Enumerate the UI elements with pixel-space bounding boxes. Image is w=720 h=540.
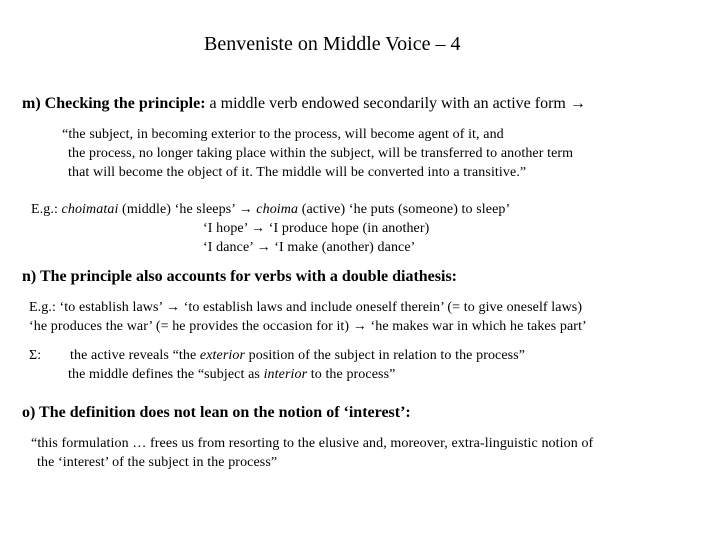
section-n-heading [22,268,457,286]
section-o-quote-line-2: the ‘interest’ of the subject in the process” [37,455,278,470]
example-gloss-1: (middle) ‘he sleeps’ → [118,202,257,217]
example-prefix: E.g.: [31,202,62,217]
section-m-quote-line-2: the process, no longer taking place within the subject, will be transferred to another term [68,146,574,161]
middle-em: interior [263,367,308,382]
example-term-choima: choima [256,202,299,217]
middle-pre: the middle defines the “subject as [68,367,264,382]
section-n-heading-bold: n) The principle also accounts for verbs with a double diathesis: [22,268,458,285]
section-m-heading-rest: a middle verb endowed secondarily with an active form → [205,95,586,112]
section-m-example-line-1 [31,202,510,218]
section-m-quote-line-3: that will become the object of it. The middle will be converted into a transitive.” [68,165,527,180]
section-m-example-line-2: ‘I hope’ → ‘I produce hope (in another) [203,221,430,236]
section-n-line-2: ‘he produces the war’ (= he provides the occasion for it) → ‘he makes war in which he takes part’ [29,319,587,334]
example-term-choimatai: choimatai [61,202,119,217]
section-o-heading [22,404,411,422]
section-m-heading-bold: m) Checking the principle: [22,95,206,112]
page-title: Benveniste on Middle Voice – 4 [204,33,461,55]
section-o-heading-bold: o) The definition does not lean on the notion of ‘interest’: [22,404,411,421]
section-o-quote-line-1: “this formulation … frees us from resorting to the elusive and, moreover, extra-linguistic notion of [31,436,594,451]
middle-post: to the process” [307,367,396,382]
active-em: exterior [199,348,246,363]
section-m-quote-line-1: “the subject, in becoming exterior to the process, will become agent of it, and [62,127,504,142]
section-n-line-1: E.g.: ‘to establish laws’ → ‘to establish laws and include oneself therein’ (= to give oneself laws) [29,300,583,315]
example-gloss-2: (active) ‘he puts (someone) to sleep’ [298,202,511,217]
section-m-example-line-3: ‘I dance’ → ‘I make (another) dance’ [203,240,416,255]
section-n-active-line [70,348,525,364]
section-n-middle-line [68,367,395,383]
section-m-heading [22,95,586,113]
sigma-label: Σ: [29,348,42,363]
active-pre: the active reveals “the [70,348,200,363]
active-post: position of the subject in relation to the process” [245,348,526,363]
